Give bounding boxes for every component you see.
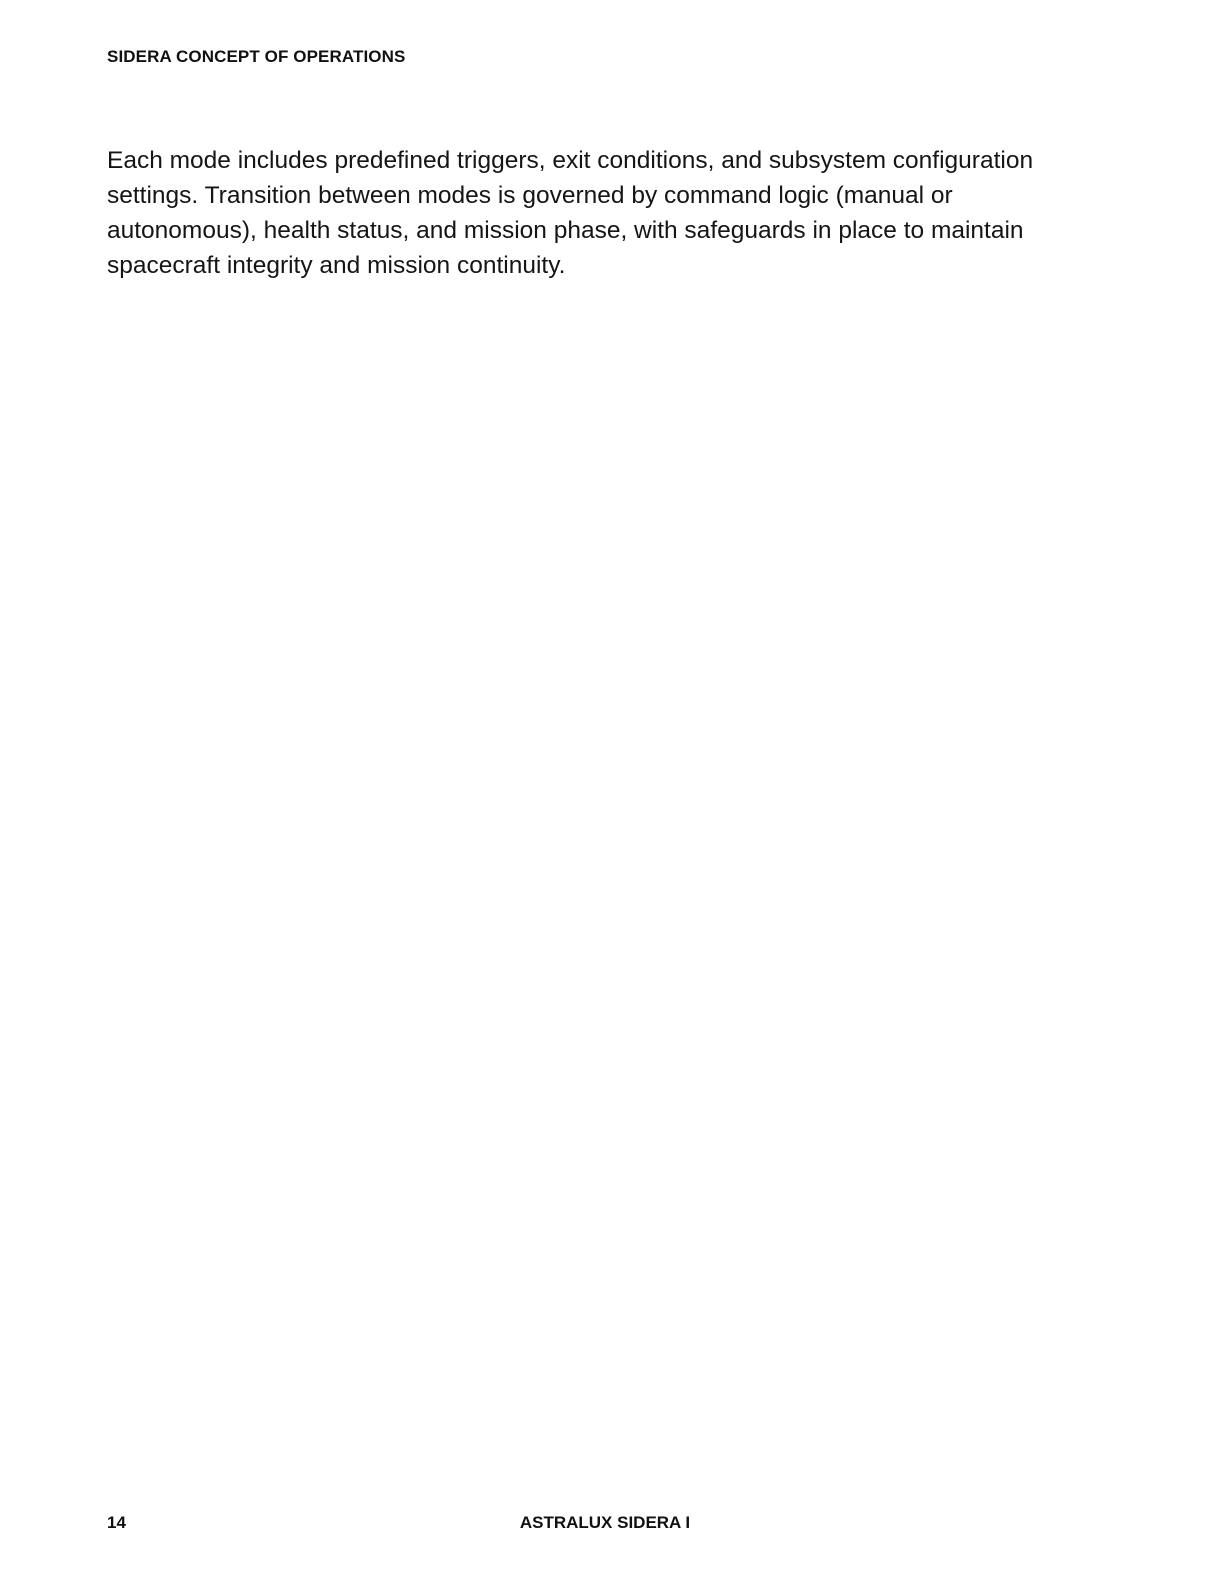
page-number: 14 (107, 1513, 126, 1532)
footer-document-title: ASTRALUX SIDERA I (519, 1513, 691, 1532)
running-header: SIDERA CONCEPT OF OPERATIONS (107, 47, 406, 66)
body-paragraph: Each mode includes predefined triggers, exit conditions, and subsystem configuration settings. Transition between modes is governed by command logic (manual or autonomous), health status, and mission phase, with safeguards in place to maintain spacecraft integrity and mission continuity. (107, 147, 1034, 279)
